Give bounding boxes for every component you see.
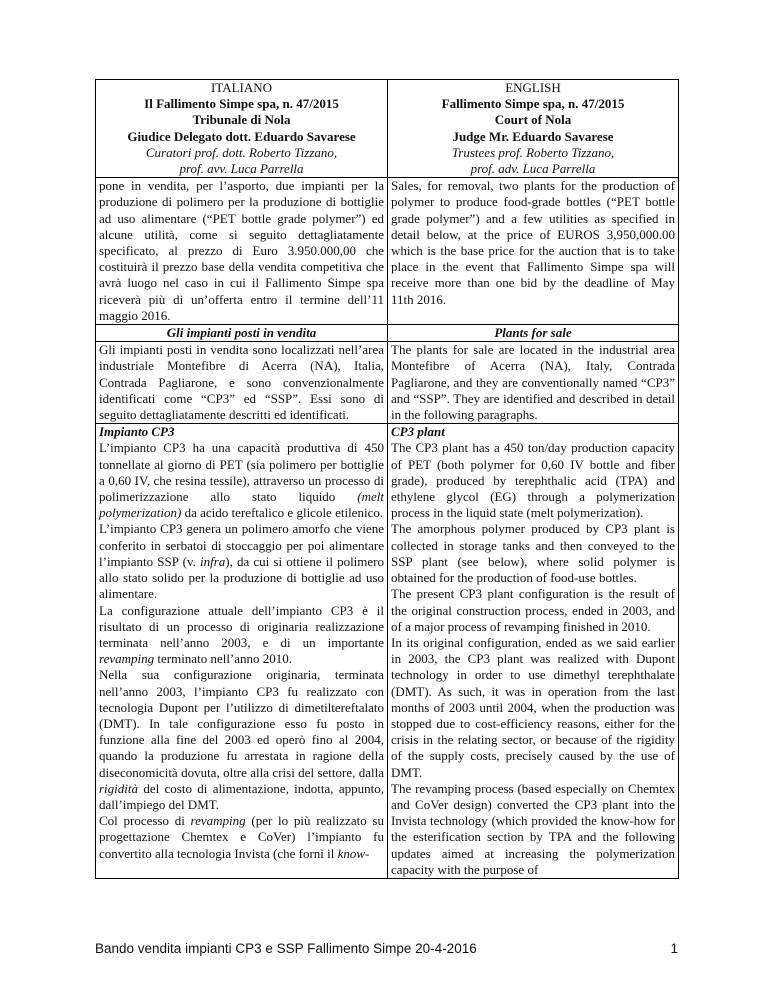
italian-cp3-paragraph-2: L’impianto CP3 genera un polimero amorfo che viene conferito in serbatoi di stoccaggio per poi alimentare l’impianto SSP (v. infra), da cui si ottiene il polimero allo stato solido per la produzione di bottiglie ad uso alimentare. xyxy=(99,521,385,602)
english-cp3-paragraph-5: The revamping process (based especially on Chemtex and CoVer design) converted the CP3 plant into the Invista technology (which provided the know-how for the esterification section by TPA and the following updates aimed at increasing the polymerization capacity with the purpose of xyxy=(391,780,675,877)
italian-trustees-line-1: Curatori prof. dott. Roberto Tizzano, xyxy=(145,144,338,160)
english-language-label: ENGLISH xyxy=(505,80,561,95)
italian-cp3-paragraph-5: Col processo di revamping (per lo più realizzato su progettazione Chemtex e CoVer) l’impianto fu convertito alla tecnologia Invista (che fornì il know- xyxy=(99,813,384,861)
english-cp3-heading: CP3 plant xyxy=(391,424,445,440)
english-cp3-paragraph-1: The CP3 plant has a 450 ton/day production capacity of PET (both polymer for 0,60 IV bottle and fiber grade), produced by terephthalic acid (TPA) and ethylene glycol (EG) through a polymerization process in the liquid state (melt polymerization). xyxy=(391,440,675,521)
italian-header-cell xyxy=(96,80,388,178)
header-row xyxy=(96,80,679,178)
english-court: Court of Nola xyxy=(494,112,572,128)
english-cp3-paragraph-2: The amorphous polymer produced by CP3 plant is collected in storage tanks and then conveyed to the SSP plant (see below), where solid polymer is obtained for the production of food-use bottles. xyxy=(391,521,675,586)
italian-language-label: ITALIANO xyxy=(210,80,273,95)
italian-cp3-heading: Impianto CP3 xyxy=(99,424,175,440)
english-trustees-line-1: Trustees prof. Roberto Tizzano, xyxy=(451,144,615,160)
italian-cp3-paragraph-3: La configurazione attuale dell’impianto CP3 è il risultato di un processo di originaria realizzazione terminata nell’anno 2003, e di un importante revamping terminato nell’anno 2010. xyxy=(99,602,384,667)
italian-judge: Giudice Delegato dott. Eduardo Savarese xyxy=(127,128,356,144)
intro-row xyxy=(96,178,679,325)
page-footer xyxy=(95,941,678,956)
plants-row xyxy=(96,342,679,424)
italian-cp3-paragraph-4: Nella sua configurazione originaria, terminata nell’anno 2003, l’impianto CP3 fu realizzato con tecnologia Dupont per l’utilizzo di dimetiltereftalato (DMT). In tale configurazione esso fu posto in funzione alla fine del 2003 ed operò fino al 2004, quando la produzione fu arrestata in ragione della diseconomicità dovuta, oltre alla crisi del settore, dalla rigidità del costo di alimentazione, indotta, appunto, dall’impiego del DMT. xyxy=(99,667,384,812)
english-plants-paragraph: The plants for sale are located in the industrial area Montefibre of Acerra (NA), Italy, Contrada Pagliarone, and they are conventionally named “CP3” and “SSP”. They are identified and described in detail in the following paragraphs. xyxy=(388,342,679,424)
italian-intro-paragraph: pone in vendita, per l’asporto, due impianti per la produzione di polimero per la produzione di bottiglie ad uso alimentare (“PET bottle grade polymer”) ed alcune utilità, come si seguito dettagliatamente specificato, al prezzo di Euro 3.950.000,00 che costituirà il prezzo base della vendita competitiva che avrà luogo nel caso in cui il Fallimento Simpe spa riceverà più di un’offerta entro il termine dell’11 maggio 2016. xyxy=(96,178,388,325)
page-number: 1 xyxy=(670,941,678,956)
italian-trustees-line-2: prof. avv. Luca Parrella xyxy=(179,161,304,177)
english-header-cell xyxy=(388,80,679,178)
english-trustees-line-2: prof. adv. Luca Parrella xyxy=(470,161,596,177)
plants-heading-row xyxy=(96,325,679,342)
english-cp3-paragraph-3: The present CP3 plant configuration is the result of the original construction process, ended in 2003, and of a major process of revamping finished in 2010. xyxy=(391,586,675,634)
footer-document-title: Bando vendita impianti CP3 e SSP Fallimento Simpe 20-4-2016 xyxy=(95,941,477,956)
english-cp3-paragraph-4: In its original configuration, ended as we said earlier in 2003, the CP3 plant was realized with Dupont technology in order to use dimethyl terephthalate (DMT). As such, it was in operation from the last months of 2003 until 2004, when the production was stopped due to cost-efficiency reasons, either for the crisis in the relating sector, or because of the rigidity of the supply costs, precisely caused by the use of DMT. xyxy=(391,634,675,780)
italian-cp3-paragraph-1: L’impianto CP3 ha una capacità produttiva di 450 tonnellate al giorno di PET (sia polimero per bottiglie a 0,60 IV, che resina tessile), attraverso un processo di polimerizzazione allo stato liquido (melt polymerization) da acido tereftalico e glicole etilenico. xyxy=(99,440,384,521)
italian-plants-paragraph: Gli impianti posti in vendita sono localizzati nell’area industriale Montefibre di Acerra (NA), Italia, Contrada Pagliarone, e sono convenzionalmente identificati come “CP3” ed “SSP”. Essi sono di seguito dettagliatamente descritti ed identificati. xyxy=(96,342,388,424)
italian-plants-heading: Gli impianti posti in vendita xyxy=(96,325,388,342)
italian-court: Tribunale di Nola xyxy=(192,112,291,128)
english-plants-heading: Plants for sale xyxy=(388,325,679,342)
english-intro-paragraph: Sales, for removal, two plants for the production of polymer to produce food-grade bottles (“PET bottle grade polymer”) and a few utilities as specified in detail below, at the price of EUROS 3,950,000.00 which is the base price for the auction that is to take place in the event that Fallimento Simpe spa will receive more than one bid by the deadline of May 11th 2016. xyxy=(388,178,679,325)
english-cp3-cell xyxy=(388,424,679,879)
bilingual-table xyxy=(95,79,679,879)
italian-title: Il Fallimento Simpe spa, n. 47/2015 xyxy=(144,96,339,112)
italian-cp3-cell xyxy=(96,424,388,879)
english-title: Fallimento Simpe spa, n. 47/2015 xyxy=(441,96,625,112)
english-judge: Judge Mr. Eduardo Savarese xyxy=(452,128,614,144)
cp3-row xyxy=(96,424,679,879)
